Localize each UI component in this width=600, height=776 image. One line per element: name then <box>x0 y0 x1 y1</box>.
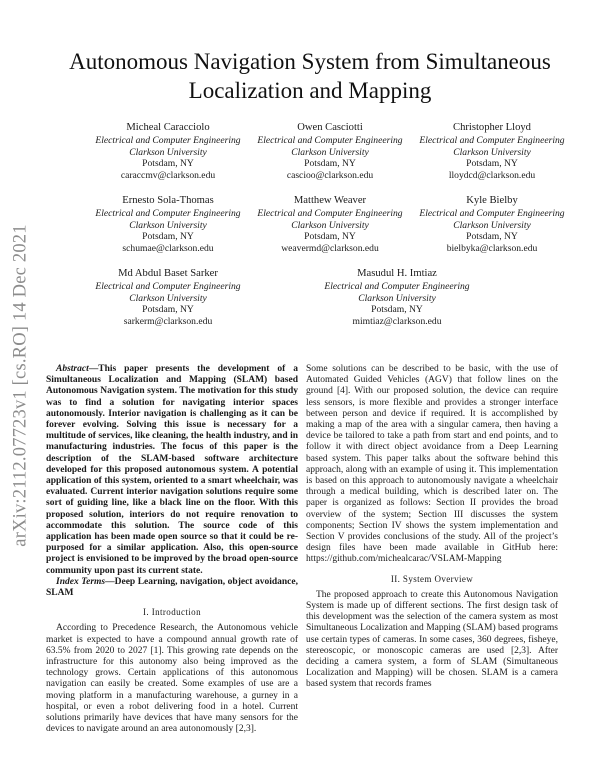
author-dept: Electrical and Computer Engineering <box>95 135 241 146</box>
author-block <box>392 194 592 254</box>
author-dept: Electrical and Computer Engineering <box>419 135 565 146</box>
author-name: Ernesto Sola-Thomas <box>122 195 214 206</box>
author-city: Potsdam, NY <box>371 304 423 316</box>
author-email: lloydcd@clarkson.edu <box>448 169 536 181</box>
author-city: Potsdam, NY <box>304 158 356 170</box>
right-column <box>306 364 558 691</box>
author-block <box>68 267 268 327</box>
author-email: cascioo@clarkson.edu <box>286 169 374 181</box>
author-dept: Electrical and Computer Engineering <box>257 135 403 146</box>
abstract-label: Abstract <box>56 364 89 374</box>
author-dept: Electrical and Computer Engineering <box>95 281 241 292</box>
author-city: Potsdam, NY <box>142 158 194 170</box>
author-univ: Clarkson University <box>453 146 531 158</box>
index-terms-label: Index Terms <box>56 576 106 587</box>
author-dept: Electrical and Computer Engineering <box>95 208 241 219</box>
author-city: Potsdam, NY <box>142 304 194 316</box>
author-email: caraccmv@clarkson.edu <box>120 169 216 181</box>
author-univ: Clarkson University <box>358 292 436 304</box>
author-univ: Clarkson University <box>129 146 207 158</box>
arxiv-stamp <box>4 200 38 570</box>
author-email: sarkerm@clarkson.edu <box>123 315 213 327</box>
abstract-text: —This paper presents the development of a Simultaneous Localization and Mapping (SLAM) based Autonomous Navigation system. The motivation for this study was to find a solution for navigating interior spaces autonomously. Interior navigation is challenging as it can be forever evolving. Solving this issue is necessary for a multitude of services, like cleaning, the health industry, and in manufacturing industries. The focus of this paper is the description of the SLAM-based software architecture developed for this proposed autonomous system. A potential application of this system, oriented to a smart wheelchair, was evaluated. Current interior navigation solutions require some sort of guiding line, like a black line on the floor. With this proposed solution, interiors do not require renovation to accommodate this solution. The source code of this application has been made open source so that it could be re-purposed for a similar application. Also, this open-source project is envisioned to be improved by the broad open-source community upon past its current state. <box>46 364 298 576</box>
author-city: Potsdam, NY <box>466 231 518 243</box>
author-name: Christopher Lloyd <box>453 122 531 133</box>
author-city: Potsdam, NY <box>466 158 518 170</box>
arxiv-id: arXiv:2112.07723v1 [cs.RO] 14 Dec 2021 <box>10 223 31 547</box>
author-email: bielbyka@clarkson.edu <box>446 242 538 254</box>
author-univ: Clarkson University <box>129 292 207 304</box>
index-terms-text: —Deep Learning, navigation, object avoidance, SLAM <box>46 576 298 599</box>
introduction-paragraph: According to Precedence Research, the Autonomous vehicle market is expected to have a compound annual growth rate of 63.5% from 2020 to 2027 [1]. This growing rate depends on the infrastructure for this autonomy also being improved as the technology grows. Certain applications of this autonomous navigation can easily be created. Some examples of use are a moving platform in a manufacturing warehouse, a gurney in a hospital, or even a robot delivering food in a hotel. Current solutions primarily have devices that have many sensors for the devices to navigate around an area autonomously [2,3]. <box>46 623 298 735</box>
author-univ: Clarkson University <box>453 219 531 231</box>
system-overview-paragraph: The proposed approach to create this Autonomous Navigation System is made up of different sections. The first design task of this development was the selection of the camera system as most Simultaneous Localization and Mapping (SLAM) based programs use certain types of cameras. In some cases, 360 degrees, fisheye, stereoscopic, or monoscopic cameras are used [2,3]. After deciding a camera system, a form of SLAM (Simultaneous Localization and Mapping) will be chosen. SLAM is a camera based system that records frames <box>306 589 558 690</box>
author-city: Potsdam, NY <box>142 231 194 243</box>
author-email: weavermd@clarkson.edu <box>281 242 379 254</box>
paper-title: Autonomous Navigation System from Simultaneous Localization and Mapping <box>69 49 551 103</box>
author-univ: Clarkson University <box>291 146 369 158</box>
author-email: mimtiaz@clarkson.edu <box>352 315 442 327</box>
author-dept: Electrical and Computer Engineering <box>419 208 565 219</box>
author-name: Micheal Caracciolo <box>126 122 210 133</box>
index-terms <box>46 577 298 599</box>
author-name: Md Abdul Baset Sarker <box>118 268 218 279</box>
author-univ: Clarkson University <box>291 219 369 231</box>
author-email: schumae@clarkson.edu <box>122 242 214 254</box>
author-name: Owen Casciotti <box>297 122 363 133</box>
author-name: Masudul H. Imtiaz <box>357 268 437 279</box>
author-block <box>392 121 592 181</box>
abstract <box>46 364 298 577</box>
author-block <box>292 267 502 327</box>
section-heading-introduction: I. Introduction <box>143 607 201 618</box>
left-column <box>46 364 298 736</box>
section-heading-system-overview: II. System Overview <box>390 573 474 584</box>
author-name: Matthew Weaver <box>293 195 367 206</box>
author-dept: Electrical and Computer Engineering <box>324 281 470 292</box>
author-dept: Electrical and Computer Engineering <box>257 208 403 219</box>
introduction-continued-paragraph: Some solutions can be described to be basic, with the use of Automated Guided Vehicles (AGV) that follow lines on the ground [4]. With our proposed solution, the device can require less sensors, is more flexible and provides a stronger interface between person and device if required. It is accomplished by making a map of the area with a singular camera, then having a device be tailored to take a path from start and end points, and to follow it with direct object avoidance from a Deep Learning based system. This paper talks about the software behind this approach, along with an example of using it. This implementation is based on this approach to autonomously navigate a wheelchair through a medical building, which is described later on. The paper is organized as follows: Section II provides the broad overview of the system; Section III discusses the system components; Section IV shows the system implementation and Section V provides conclusions of the study. All of the project’s design files have been made available in GitHub here: https://github.com/michealcarac/VSLAM-Mapping <box>306 364 558 565</box>
author-univ: Clarkson University <box>129 219 207 231</box>
author-city: Potsdam, NY <box>304 231 356 243</box>
author-name: Kyle Bielby <box>466 195 518 206</box>
